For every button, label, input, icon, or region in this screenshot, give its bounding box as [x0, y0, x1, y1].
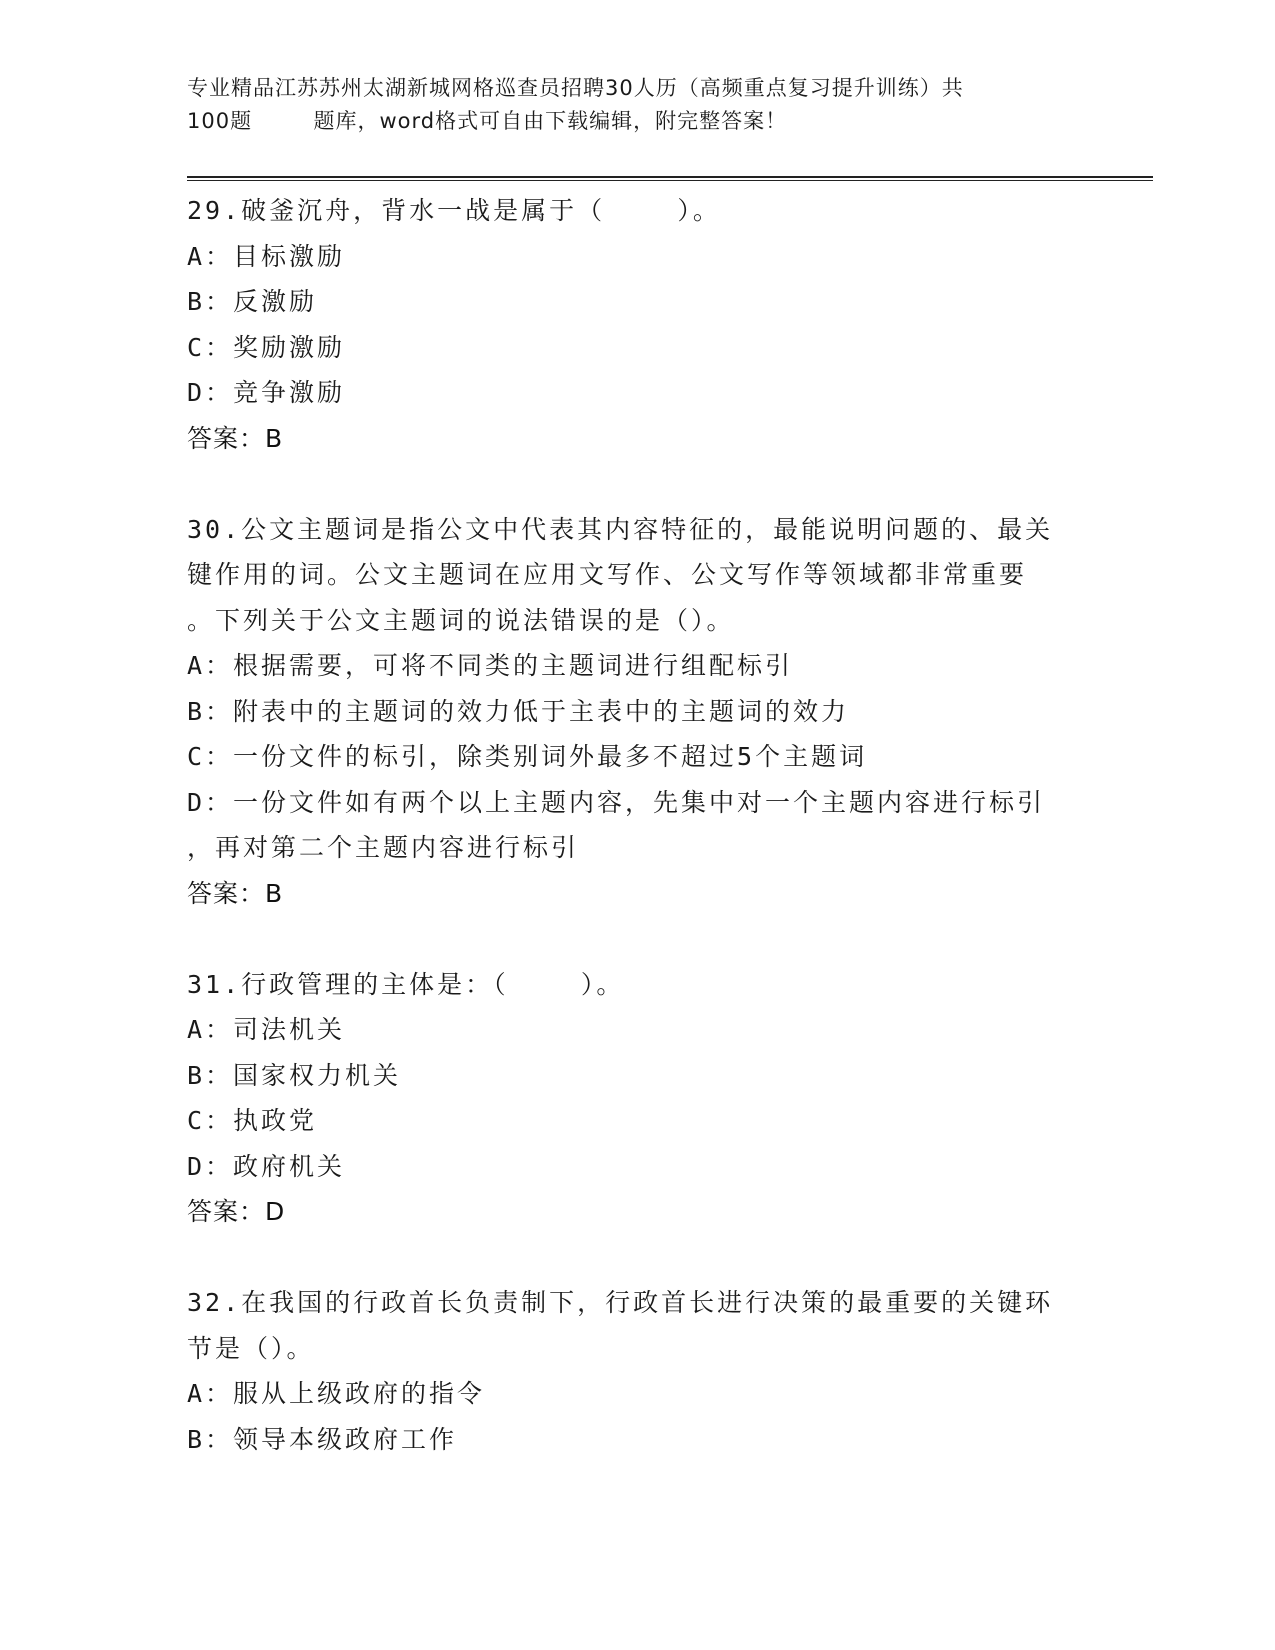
question-stem: 31.行政管理的主体是：（ ）。	[187, 969, 625, 999]
option-d: D：一份文件如有两个以上主题内容，先集中对一个主题内容进行标引	[187, 787, 1046, 817]
question-stem: 29.破釜沉舟，背水一战是属于（ ）。	[187, 196, 721, 225]
page-header	[187, 72, 1087, 138]
header-title-line-1: 专业精品江苏苏州太湖新城网格巡查员招聘30人历（高频重点复习提升训练）共	[187, 76, 964, 100]
option-d-continued: ，再对第二个主题内容进行标引	[187, 833, 580, 862]
option-c: C：一份文件的标引，除类别词外最多不超过5个主题词	[187, 742, 868, 771]
option-d: D：竞争激励	[187, 378, 346, 407]
question-stem: 30.公文主题词是指公文中代表其内容特征的，最能说明问题的、最关	[187, 514, 1054, 544]
option-a: A：目标激励	[187, 241, 346, 271]
option-a: A：司法机关	[187, 1015, 346, 1044]
question-list	[187, 188, 1087, 1462]
option-b: B：附表中的主题词的效力低于主表中的主题词的效力	[187, 696, 850, 726]
question-stem-continued: 节是（）。	[187, 1333, 315, 1363]
question-30	[187, 507, 1087, 917]
question-stem-continued: 键作用的词。公文主题词在应用文写作、公文写作等领域都非常重要	[187, 560, 1028, 589]
spacer	[187, 1235, 1087, 1281]
option-b: B：反激励	[187, 287, 318, 316]
option-d: D：政府机关	[187, 1151, 346, 1181]
option-a: A：服从上级政府的指令	[187, 1379, 486, 1408]
spacer	[187, 916, 1087, 962]
question-32	[187, 1280, 1087, 1462]
option-b: B：领导本级政府工作	[187, 1424, 458, 1454]
question-29	[187, 188, 1087, 461]
spacer	[187, 461, 1087, 507]
answer-line: 答案：D	[187, 1197, 286, 1226]
answer-line: 答案：B	[187, 423, 284, 453]
option-c: C：奖励激励	[187, 332, 346, 362]
question-stem-continued: 。下列关于公文主题词的说法错误的是（）。	[187, 605, 735, 635]
header-title-line-2: 100题 题库，word格式可自由下载编辑，附完整答案！	[187, 109, 788, 133]
question-stem: 32.在我国的行政首长负责制下，行政首长进行决策的最重要的关键环	[187, 1288, 1054, 1317]
question-31	[187, 962, 1087, 1235]
option-c: C：执政党	[187, 1106, 318, 1135]
answer-line: 答案：B	[187, 878, 284, 908]
header-divider	[187, 176, 1153, 181]
option-a: A：根据需要，可将不同类的主题词进行组配标引	[187, 651, 794, 680]
option-b: B：国家权力机关	[187, 1060, 402, 1090]
